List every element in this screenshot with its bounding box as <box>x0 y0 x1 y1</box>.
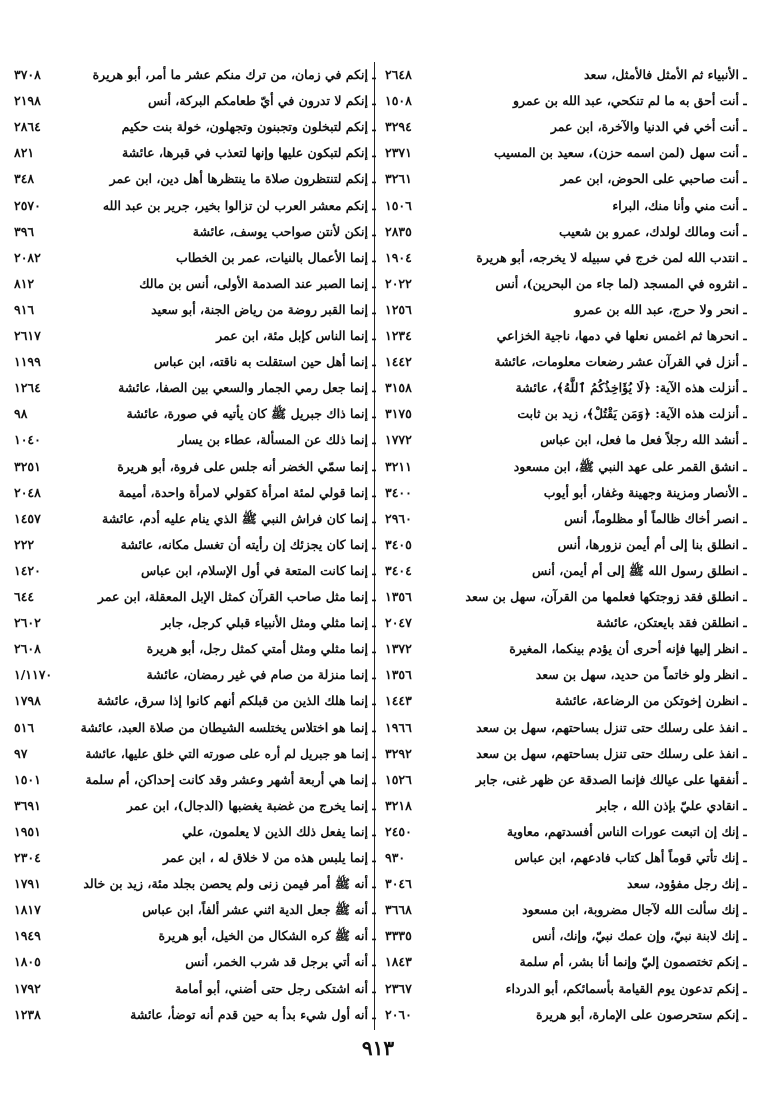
entry-title: ـ انطلق فقد زوجتكها فعلمها من القرآن، سهل بن سعد <box>465 589 747 604</box>
entry-title: ـ أنت مني وأنا منك، البراء <box>612 197 747 213</box>
entry-number: ٩٨ <box>14 406 28 422</box>
entry-number: ١٩٠٤ <box>385 249 412 265</box>
entry-number: ٣١٥٨ <box>385 380 412 396</box>
index-entry <box>14 793 376 819</box>
entry-number: ٢٠٨٢ <box>14 249 41 265</box>
entry-number: ٢٦٠٨ <box>14 641 41 657</box>
entry-number: ١٥٠١ <box>14 771 41 787</box>
entry-title: ـ إنكم لتنتظرون صلاة ما ينتظرها أهل دين، ابن عمر <box>109 171 376 187</box>
entry-number: ١٨٤٣ <box>385 954 412 970</box>
index-entry <box>14 897 376 923</box>
index-entry <box>385 506 747 532</box>
index-entry <box>14 88 376 114</box>
index-entry <box>385 140 747 166</box>
index-entry <box>14 114 376 140</box>
entry-number: ١٤٤٢ <box>385 354 412 370</box>
entry-title: ـ انطلق رسول الله ﷺ إلى أم أيمن، أنس <box>531 562 747 578</box>
index-entry <box>14 558 376 584</box>
entry-title: ـ أنه اشتكى رجل حتى أضني، أبو أمامة <box>174 980 376 996</box>
entry-title: ـ إنما يلبس هذه من لا خلاق له ، ابن عمر <box>162 850 376 865</box>
index-entry <box>385 793 747 819</box>
index-entry <box>14 532 376 558</box>
entry-title: ـ انظر إليها فإنه أحرى أن يؤدم بينكما، المغيرة <box>509 641 747 657</box>
index-entry <box>385 88 747 114</box>
index-entry <box>14 610 376 636</box>
entry-number: ٢٥٧٠ <box>14 197 41 213</box>
entry-number: ٣٢٦١ <box>385 171 412 187</box>
entry-number: ٨١٢ <box>14 275 35 291</box>
entry-title: ـ أنت سهل (لمن اسمه حزن)، سعيد بن المسيب <box>493 145 747 161</box>
index-entry <box>385 819 747 845</box>
index-entry <box>385 976 747 1002</box>
index-entry <box>14 166 376 192</box>
index-entry <box>14 584 376 610</box>
entry-number: ١٧٧٢ <box>385 432 412 448</box>
entry-title: ـ انشق القمر على عهد النبي ﷺ، ابن مسعود <box>513 458 747 474</box>
entry-title: ـ أنفقها على عيالك فإنما الصدقة عن ظهر غنى، جابر <box>475 771 747 787</box>
index-entry <box>385 845 747 871</box>
entry-number: ١٩٥١ <box>14 823 41 839</box>
entry-number: ٣٢١٨ <box>385 797 412 813</box>
entry-title: ـ أنه ﷺ أمر فيمن زنى ولم يحصن بجلد مئة، زيد بن خالد <box>83 876 376 892</box>
index-entry <box>14 506 376 532</box>
index-entry <box>14 767 376 793</box>
entry-number: ٢٣٦٧ <box>385 980 412 996</box>
index-entry <box>385 1002 747 1028</box>
entry-number: ١٢٥٦ <box>385 301 412 317</box>
entry-number: ٣٣٣٥ <box>385 928 412 944</box>
entry-title: ـ إنما الأعمال بالنيات، عمر بن الخطاب <box>176 249 376 265</box>
index-entry <box>14 245 376 271</box>
entry-number: ٣٦٦٨ <box>385 902 412 918</box>
entry-title: ـ إنما كانت المتعة في أول الإسلام، ابن عباس <box>140 562 376 578</box>
entry-number: ٣٧٠٨ <box>14 67 41 82</box>
entry-title: ـ إنكم ستحرصون على الإمارة، أبو هريرة <box>536 1006 747 1022</box>
entry-title: ـ أنه ﷺ كره الشكال من الخيل، أبو هريرة <box>158 928 376 944</box>
entry-number: ٢٨٦٤ <box>14 119 41 135</box>
entry-number: ١٧٩٢ <box>14 980 41 996</box>
entry-title: ـ إنما كان فراش النبي ﷺ الذي ينام عليه أدم، عائشة <box>102 510 376 526</box>
left-column <box>14 62 376 1030</box>
page-number: ٩١٣ <box>361 1036 395 1060</box>
entry-title: ـ إنما الناس كإبل مئة، ابن عمر <box>216 328 376 343</box>
index-entry <box>385 427 747 453</box>
index-entry <box>385 401 747 427</box>
entry-number: ٣٢٩٤ <box>385 119 412 135</box>
index-entry <box>14 375 376 401</box>
entry-number: ٣٦٩١ <box>14 797 41 813</box>
entry-number: ١٢٦٤ <box>14 380 41 396</box>
index-entry <box>14 323 376 349</box>
entry-title: ـ إنك لابنة نبيّ، وإن عمك نبيّ، وإنك، أنس <box>532 928 747 944</box>
entry-number: ١٥٢٦ <box>385 771 412 787</box>
index-entry <box>14 923 376 949</box>
entry-title: ـ إنما يخرج من غضبة يغضبها (الدجال)، ابن عمر <box>126 797 376 813</box>
entry-number: ١١٩٩ <box>14 354 41 370</box>
index-entry <box>385 323 747 349</box>
entry-title: ـ انتدب الله لمن خرج في سبيله لا يخرجه، أبو هريرة <box>476 249 747 265</box>
index-entry <box>14 454 376 480</box>
entry-number: ٨٢١ <box>14 145 35 161</box>
entry-title: ـ أنت صاحبي على الحوض، ابن عمر <box>560 171 747 187</box>
entry-number: ٢١٩٨ <box>14 93 41 109</box>
right-column <box>385 62 747 1030</box>
index-entry <box>385 219 747 245</box>
index-entry <box>385 375 747 401</box>
index-entry <box>385 193 747 219</box>
entry-title: ـ إنكم تدعون يوم القيامة بأسمائكم، أبو الدرداء <box>505 980 747 996</box>
index-entry <box>14 741 376 767</box>
index-entry <box>385 871 747 897</box>
entry-number: ١٢٣٨ <box>14 1006 41 1022</box>
entry-number: ٢٠٢٢ <box>385 275 412 291</box>
index-entry <box>14 976 376 1002</box>
index-entry <box>14 62 376 88</box>
entry-title: ـ الأنصار ومزينة وجهينة وغفار، أبو أيوب <box>543 484 747 500</box>
entry-number: ٦٤٤ <box>14 589 35 604</box>
entry-title: ـ إنما ذلك عن المسألة، عطاء بن يسار <box>178 432 376 448</box>
index-entry <box>385 949 747 975</box>
entry-title: ـ إنك إن اتبعت عورات الناس أفسدتهم، معاوية <box>506 823 747 839</box>
entry-number: ٩٣٠ <box>385 850 406 865</box>
index-entry <box>385 923 747 949</box>
index-entry <box>385 584 747 610</box>
index-entry <box>14 871 376 897</box>
entry-title: ـ أنت ومالك لولدك، عمرو بن شعيب <box>558 223 747 239</box>
index-entry <box>385 271 747 297</box>
entry-title: ـ إنك تأتي قوماً أهل كتاب فادعهم، ابن عباس <box>514 850 747 865</box>
entry-number: ٢٠٦٠ <box>385 1006 412 1022</box>
entry-title: ـ أنزلت هذه الآية: ﴿وَمَن يَقْتُلْ﴾، زيد بن ثابت <box>517 406 747 422</box>
entry-number: ٥١٦ <box>14 719 35 735</box>
index-entry <box>14 297 376 323</box>
entry-number: ١٨١٧ <box>14 902 41 918</box>
entry-title: ـ إنما قولي لمئة امرأة كقولي لامرأة واحدة، أميمة <box>118 484 376 500</box>
index-entry <box>385 454 747 480</box>
entry-number: ١٧٩١ <box>14 876 41 892</box>
entry-title: ـ إنما مثل صاحب القرآن كمثل الإبل المعقلة، ابن عمر <box>97 589 376 604</box>
entry-number: ٣٤٠٥ <box>385 536 412 552</box>
entry-title: ـ إنكم في زمان، من ترك منكم عشر ما أمر، أبو هريرة <box>92 67 376 82</box>
entry-title: ـ انفذ على رسلك حتى تنزل بساحتهم، سهل بن سعد <box>476 719 747 735</box>
entry-title: ـ انظرن إخوتكن من الرضاعة، عائشة <box>555 693 747 709</box>
entry-number: ١٩٦٦ <box>385 719 412 735</box>
index-entry <box>14 480 376 506</box>
entry-title: ـ أنت أخي في الدنيا والآخرة، ابن عمر <box>550 119 747 135</box>
entry-number: ١٣٧٢ <box>385 641 412 657</box>
entry-title: ـ إنما الصبر عند الصدمة الأولى، أنس بن مالك <box>139 275 376 291</box>
entry-title: ـ انقادي عليّ بإذن الله ، جابر <box>596 797 747 813</box>
entry-number: ١٥٠٨ <box>385 93 412 109</box>
entry-title: ـ انصر أخاك ظالماً أو مظلوماً، أنس <box>564 510 747 526</box>
index-entry <box>385 349 747 375</box>
entry-title: ـ إنك سألت الله لآجال مضروبة، ابن مسعود <box>522 902 747 918</box>
index-entry <box>14 427 376 453</box>
entry-number: ١٤٢٠ <box>14 562 41 578</box>
index-entry <box>14 949 376 975</box>
index-entry <box>14 219 376 245</box>
index-entry <box>14 193 376 219</box>
entry-number: ٣٠٤٦ <box>385 876 412 892</box>
entry-title: ـ إنكم لتبكون عليها وإنها لتعذب في قبرها، عائشة <box>121 145 376 161</box>
entry-number: ١٥٠٦ <box>385 197 412 213</box>
index-entry <box>385 114 747 140</box>
entry-title: ـ إنكم لا تدرون في أيّ طعامكم البركة، أنس <box>148 93 376 109</box>
entry-number: ٢٦٠٢ <box>14 615 41 631</box>
entry-title: ـ إنكن لأنتن صواحب يوسف، عائشة <box>192 223 376 239</box>
entry-number: ٣٤٠٠ <box>385 484 412 500</box>
entry-number: ٢٢٢ <box>14 536 35 552</box>
index-entry <box>385 741 747 767</box>
index-entry <box>385 558 747 584</box>
entry-title: ـ إنكم معشر العرب لن تزالوا بخير، جرير بن عبد الله <box>102 197 376 213</box>
entry-title: ـ إنما هو جبريل لم أره على صورته التي خلق عليها، عائشة <box>85 746 376 761</box>
entry-number: ٢٠٤٧ <box>385 615 412 631</box>
entry-number: ٢٣٠٤ <box>14 850 41 865</box>
index-entry <box>14 401 376 427</box>
entry-title: ـ انطلقن فقد بايعتكن، عائشة <box>596 615 747 631</box>
entry-number: ١٨٠٥ <box>14 954 41 970</box>
entry-title: ـ إنما ذاك جبريل ﷺ كان يأتيه في صورة، عائشة <box>126 406 376 422</box>
entry-title: ـ إنما مثلي ومثل الأنبياء قبلي كرجل، جابر <box>161 615 376 631</box>
index-entry <box>14 845 376 871</box>
entry-title: ـ أنه أتي برجل قد شرب الخمر، أنس <box>185 954 376 970</box>
index-entry <box>14 688 376 714</box>
index-entry <box>14 819 376 845</box>
entry-number: ٢٣٧١ <box>385 145 412 161</box>
index-entry <box>385 715 747 741</box>
index-entry <box>385 610 747 636</box>
index-entry <box>14 662 376 688</box>
entry-title: ـ انظر ولو خاتماً من حديد، سهل بن سعد <box>535 667 747 683</box>
entry-title: ـ إنما أهل حين استقلت به ناقته، ابن عباس <box>153 354 376 370</box>
entry-title: ـ إنما القبر روضة من رياض الجنة، أبو سعيد <box>151 301 376 317</box>
index-entry <box>14 271 376 297</box>
entry-title: ـ انطلق بنا إلى أم أيمن نزورها، أنس <box>557 536 747 552</box>
entry-number: ١/١١٧٠ <box>14 667 53 683</box>
entry-title: ـ انثروه في المسجد (لما جاء من البحرين)، أنس <box>495 275 747 291</box>
index-entry <box>385 62 747 88</box>
entry-number: ٣٩٦ <box>14 223 35 239</box>
entry-number: ٢٦١٧ <box>14 328 41 343</box>
entry-title: ـ إنما هلك الذين من قبلكم أنهم كانوا إذا سرق، عائشة <box>96 693 376 709</box>
entry-number: ٢٦٤٨ <box>385 67 412 82</box>
entry-title: ـ إنكم لتبخلون وتجبنون وتجهلون، خولة بنت حكيم <box>121 119 376 135</box>
entry-number: ٣٢١١ <box>385 458 412 474</box>
entry-title: ـ إنك رجل مفؤود، سعد <box>627 876 747 892</box>
index-entry <box>14 140 376 166</box>
entry-title: ـ إنما جعل رمي الجمار والسعي بين الصفا، عائشة <box>118 380 376 396</box>
entry-title: ـ انحر ولا حرج، عبد الله بن عمرو <box>574 301 747 317</box>
index-entry <box>385 636 747 662</box>
entry-number: ٣٤٠٤ <box>385 562 412 578</box>
entry-number: ١٩٤٩ <box>14 928 41 944</box>
index-entry <box>14 715 376 741</box>
entry-title: ـ إنما يفعل ذلك الذين لا يعلمون، علي <box>182 823 376 839</box>
entry-number: ١٣٥٦ <box>385 589 412 604</box>
entry-title: ـ انفذ على رسلك حتى تنزل بساحتهم، سهل بن سعد <box>476 745 747 761</box>
entry-title: ـ إنما هي أربعة أشهر وعشر وقد كانت إحداكن، أم سلمة <box>85 771 376 787</box>
entry-title: ـ إنما هو اختلاس يختلسه الشيطان من صلاة العبد، عائشة <box>80 719 376 735</box>
index-entry <box>385 480 747 506</box>
entry-title: ـ أنه ﷺ جعل الدية اثني عشر ألفاً، ابن عباس <box>142 902 376 918</box>
entry-title: ـ إنما مثلي ومثل أمتي كمثل رجل، أبو هريرة <box>146 641 376 657</box>
entry-title: ـ إنما كان يجزئك إن رأيته أن تغسل مكانه، عائشة <box>120 536 376 552</box>
index-entry <box>385 767 747 793</box>
index-entry <box>385 532 747 558</box>
entry-number: ١٤٥٧ <box>14 510 41 526</box>
entry-title: ـ انحرها ثم اغمس نعلها في دمها، ناجية الخزاعي <box>496 328 747 343</box>
entry-number: ٣١٧٥ <box>385 406 412 422</box>
entry-number: ٣٤٨ <box>14 171 35 187</box>
index-entry <box>385 245 747 271</box>
entry-title: ـ أنه أول شيء بدأ به حين قدم أنه توضأ، عائشة <box>130 1006 376 1022</box>
index-entry <box>385 897 747 923</box>
entry-title: ـ إنما سمّي الخضر أنه جلس على فروة، أبو هريرة <box>117 458 376 474</box>
entry-number: ٢٠٤٨ <box>14 484 41 500</box>
entry-number: ٢٩٦٠ <box>385 510 412 526</box>
index-entry <box>385 688 747 714</box>
entry-number: ١٤٤٣ <box>385 693 412 709</box>
entry-title: ـ إنما منزلة من صام في غير رمضان، عائشة <box>146 667 376 683</box>
entry-title: ـ الأنبياء ثم الأمثل فالأمثل، سعد <box>583 67 747 82</box>
entry-number: ٢٨٣٥ <box>385 223 412 239</box>
index-entry <box>14 636 376 662</box>
index-entry <box>385 166 747 192</box>
entry-number: ٣٢٥١ <box>14 458 41 474</box>
index-entry <box>385 662 747 688</box>
index-entry <box>14 1002 376 1028</box>
entry-title: ـ أنت أحق به ما لم تنكحي، عبد الله بن عمرو <box>512 93 747 109</box>
entry-title: ـ أنزل في القرآن عشر رضعات معلومات، عائشة <box>494 354 747 370</box>
entry-number: ١٠٤٠ <box>14 432 41 448</box>
entry-number: ١٢٣٤ <box>385 328 412 343</box>
entry-number: ٣٢٩٢ <box>385 745 412 761</box>
index-entry <box>14 349 376 375</box>
entry-number: ٢٤٥٠ <box>385 823 412 839</box>
entry-title: ـ إنكم تختصمون إليّ وإنما أنا بشر، أم سلمة <box>519 954 747 970</box>
entry-number: ٩٧ <box>14 745 28 761</box>
index-entry <box>385 297 747 323</box>
entry-title: ـ أنزلت هذه الآية: ﴿لَا يُؤَاخِذُكُمُ ٱللَّهُ﴾، عائشة <box>515 380 747 396</box>
entry-number: ٩١٦ <box>14 301 35 317</box>
entry-number: ١٧٩٨ <box>14 693 41 709</box>
entry-number: ١٣٥٦ <box>385 667 412 683</box>
entry-title: ـ أنشد الله رجلاً فعل ما فعل، ابن عباس <box>540 432 747 448</box>
